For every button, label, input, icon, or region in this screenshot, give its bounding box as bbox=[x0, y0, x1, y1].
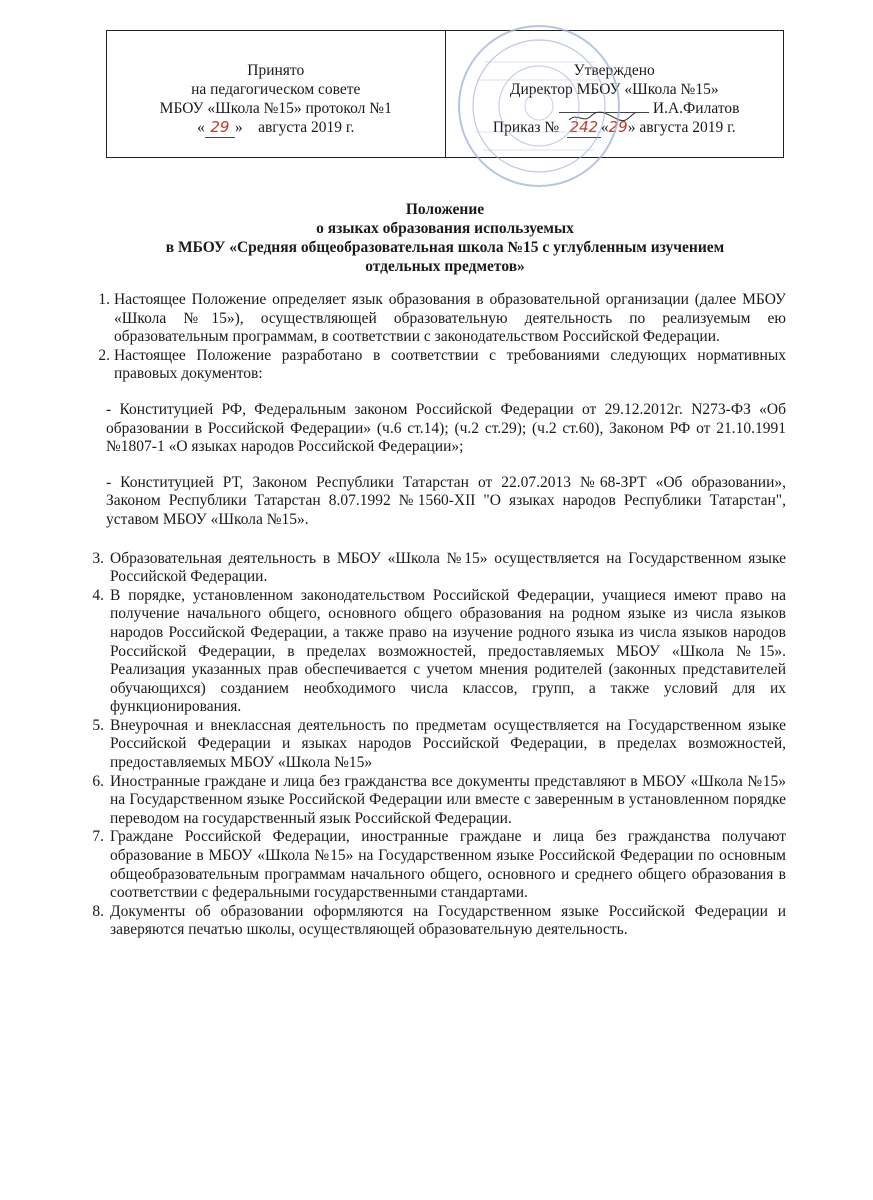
handwritten-day: 29 bbox=[205, 118, 235, 138]
protocol-label: МБОУ «Школа №15» протокол №1 bbox=[159, 100, 392, 117]
council-label: на педагогическом совете bbox=[191, 81, 361, 98]
approved-label: Утверждено bbox=[573, 62, 655, 79]
list-item: 2. Настоящее Положение разработано в соответствии с требованиями следующих нормативных правовых документов: bbox=[98, 346, 786, 383]
title-line-3: в МБОУ «Средняя общеобразовательная школа №15 с углубленным изучением bbox=[165, 239, 725, 256]
provisions-list bbox=[78, 550, 786, 940]
legal-basis-regional: - Конституцией РТ, Законом Республики Татарстан от 22.07.2013 №68-ЗРТ «Об образовании», Законом Республики Татарстан 8.07.1992 №1560-XII "О языках народов Республики Татарстан", уставом МБОУ «Школа №15». bbox=[106, 473, 786, 528]
official-stamp-icon bbox=[455, 22, 623, 190]
document-title bbox=[106, 200, 784, 276]
director-label: Директор МБОУ «Школа №15» bbox=[509, 81, 719, 98]
approval-header bbox=[106, 30, 784, 158]
title-line-2: о языках образования используемых bbox=[316, 220, 574, 237]
handwritten-order-number: 242 bbox=[567, 118, 601, 138]
director-name-line: И.А.Филатов bbox=[446, 99, 784, 118]
handwritten-order-day: 29 bbox=[608, 118, 628, 136]
title-line-4: отдельных предметов» bbox=[365, 258, 525, 275]
legal-basis-federal: - Конституцией РФ, Федеральным законом Российской Федерации от 29.12.2012г. N273-ФЗ «Об образовании в Российской Федерации» (ч.6 ст.14); (ч.2 ст.29); (ч.2 ст.60), Законом РФ от 21.10.1991 №1807-1 «О языках народов Российской Федерации»; bbox=[106, 400, 786, 456]
list-item: 5. Внеурочная и внеклассная деятельность по предметам осуществляется на Государственном языке Российской Федерации и языках народов Российской Федерации, в пределах возможностей, предоставляемых МБОУ «Школа №15» bbox=[92, 716, 786, 772]
list-item: 3. Образовательная деятельность в МБОУ «Школа №15» осуществляется на Государственном языке Российской Федерации. bbox=[92, 549, 786, 586]
list-item: 7. Граждане Российской Федерации, иностранные граждане и лица без гражданства получают образование в МБОУ «Школа №15» на Государственном языке Российской Федерации по основным общеобразовательным программам начального общего, основного и среднего общего образования в соответствии с федеральными государственными стандартами. bbox=[92, 828, 786, 902]
list-item: 4. В порядке, установленном законодательством Российской Федерации, учащиеся имеют право на получение начального общего, основного общего образования на родном языке из числа языков народов Российской Федерации, а также право на изучение родного языка из числа языков народов Российской Федерации, в пределах возможностей, предоставляемых МБОУ «Школа №15». Реализация указанных прав обеспечивается с учетом мнения родителей (законных представителей обучающихся) созданием необходимого числа классов, групп, а также условий для их функционирования. bbox=[92, 586, 786, 716]
document-body bbox=[84, 291, 786, 940]
list-item: 1. Настоящее Положение определяет язык образования в образовательной организации (далее МБОУ «Школа №15»), осуществляющей образовательную деятельность по реализуемым ею образовательным программам, в соответствии с законодательством Российской Федерации. bbox=[98, 291, 786, 346]
accepted-block bbox=[107, 31, 446, 157]
order-line: Приказ № 242 «29» августа 2019 г. bbox=[492, 118, 736, 136]
list-item: 6. Иностранные граждане и лица без гражданства все документы представляют в МБОУ «Школа №15» на Государственном языке Российской Федерации или вместе с заверенным в установленном порядке переводом на государственный язык Российской Федерации. bbox=[92, 772, 786, 827]
accepted-label: Принято bbox=[247, 62, 305, 79]
list-item: 8. Документы об образовании оформляются на Государственном языке Российской Федерации и заверяются печатью школы, осуществляющей образовательную деятельность. bbox=[92, 902, 786, 939]
accepted-date: « 29 » августа 2019 г. bbox=[197, 118, 355, 136]
title-line-1: Положение bbox=[405, 201, 485, 218]
